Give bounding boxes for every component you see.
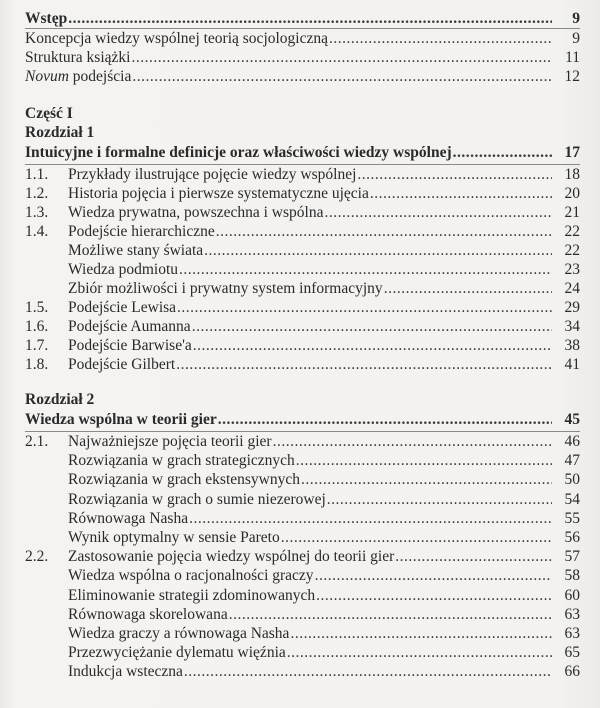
toc-entry[interactable]	[25, 509, 580, 528]
entry-number: 1.2.	[25, 185, 49, 202]
dot-leader	[204, 241, 552, 260]
entry-page: 46	[564, 433, 580, 450]
entry-title: Rozwiązania w grach strategicznych	[68, 452, 295, 470]
entry-title: Wiedza podmiotu	[68, 261, 178, 278]
entry-title	[25, 67, 131, 86]
entry-page: 63	[564, 624, 580, 642]
entry-title: Równowaga Nasha	[68, 509, 189, 527]
entry-title: Wstęp	[25, 10, 68, 27]
entry-number: 1.6.	[25, 318, 49, 335]
toc-entry[interactable]	[25, 241, 580, 260]
entry-page: 17	[564, 144, 580, 161]
toc-entry[interactable]	[25, 490, 580, 509]
entry-title-italic: Novum	[25, 68, 69, 85]
toc-entry[interactable]	[25, 317, 580, 336]
toc-entry[interactable]	[25, 643, 580, 662]
entry-title: Wynik optymalny w sensie Pareto	[68, 528, 280, 546]
entry-title: Najważniejsze pojęcia teorii gier	[68, 433, 272, 450]
entry-page: 60	[564, 586, 580, 604]
entry-title: Zastosowanie pojęcia wiedzy wspólnej do teorii gier	[68, 548, 395, 566]
entry-title: Intuicyjne i formalne definicje oraz właściwości wiedzy wspólnej	[25, 144, 452, 161]
entry-page: 18	[564, 166, 580, 183]
dot-leader	[296, 451, 552, 470]
entry-page: 54	[564, 490, 580, 508]
dot-leader	[315, 566, 552, 585]
toc-entry[interactable]	[25, 67, 580, 86]
toc-entry[interactable]	[25, 528, 580, 547]
entry-title: Wiedza graczy a równowaga Nasha	[68, 624, 290, 642]
intro-section	[25, 9, 580, 86]
dot-leader	[287, 643, 552, 662]
entry-title: Historia pojęcia i pierwsze systematyczne ujęcia	[68, 185, 369, 202]
dot-leader	[176, 355, 552, 374]
chapter-label: Rozdział 2	[25, 391, 95, 408]
entry-page: 41	[564, 356, 580, 373]
entry-title: Rozwiązania w grach ekstensywnych	[68, 471, 300, 489]
entry-page: 66	[564, 663, 580, 681]
entry-title: Wiedza prywatna, powszechna i wspólna	[68, 204, 324, 221]
entry-page: 21	[564, 204, 580, 221]
dot-leader	[193, 336, 552, 355]
entry-page: 45	[564, 411, 580, 428]
dot-leader	[216, 222, 552, 241]
dot-leader	[229, 605, 552, 624]
entry-title: Zbiór możliwości i prywatny system informacyjny	[68, 280, 383, 297]
entry-page: 20	[564, 185, 580, 202]
entry-page: 9	[572, 30, 580, 47]
entry-number: 1.3.	[25, 204, 49, 221]
dot-leader	[192, 317, 552, 336]
toc-entry-wstep[interactable]	[25, 9, 580, 29]
entry-number: 2.1.	[25, 433, 49, 450]
dot-leader	[316, 586, 552, 605]
dot-leader	[395, 547, 552, 566]
dot-leader	[131, 48, 552, 67]
entry-page: 50	[564, 471, 580, 489]
dot-leader	[273, 432, 552, 451]
entry-page: 58	[564, 567, 580, 585]
entry-title: Podejście Lewisa	[68, 299, 177, 316]
entry-page: 63	[564, 605, 580, 623]
entry-page: 24	[564, 280, 580, 297]
toc-entry[interactable]	[25, 662, 580, 681]
dot-leader	[324, 203, 552, 222]
toc-entry[interactable]	[25, 260, 580, 279]
toc-entry[interactable]	[25, 451, 580, 470]
entry-title: Podejście hierarchiczne	[68, 223, 215, 240]
entry-title: Wiedza wspólna w teorii gier	[25, 411, 217, 428]
entry-page: 9	[572, 10, 580, 27]
entry-title: Eliminowanie strategii zdominowanych	[68, 586, 316, 604]
entry-title: Koncepcja wiedzy wspólnej teorią socjologiczną	[25, 30, 328, 47]
entry-page: 65	[564, 644, 580, 662]
entry-title: Podejście Gilbert	[68, 356, 176, 373]
entry-page: 55	[564, 509, 580, 527]
dot-leader	[218, 409, 552, 431]
dot-leader	[177, 298, 552, 317]
entry-title: Równowaga skorelowana	[68, 605, 228, 623]
entry-title: Rozwiązania w grach o sumie niezerowej	[68, 490, 326, 508]
entry-page: 57	[564, 548, 580, 566]
entry-page: 12	[564, 68, 580, 85]
entry-title: Przykłady ilustrujące pojęcie wiedzy wspólnej	[68, 166, 357, 183]
entry-page: 22	[564, 223, 580, 240]
dot-leader	[132, 67, 552, 86]
entry-page: 38	[564, 337, 580, 354]
chapter-title-entry[interactable]	[25, 409, 580, 432]
toc-entry[interactable]	[25, 470, 580, 489]
entry-title: Podejście Aumanna	[68, 318, 191, 335]
toc-entry[interactable]	[25, 165, 580, 184]
dot-leader	[179, 260, 552, 279]
entry-title: Podejście Barwise'a	[68, 337, 192, 354]
entry-title: Przezwyciężanie dylematu więźnia	[68, 644, 286, 662]
toc-entry[interactable]	[25, 29, 580, 48]
entry-page: 47	[564, 452, 580, 470]
dot-leader	[384, 279, 552, 298]
toc-entry[interactable]	[25, 547, 580, 566]
dot-leader	[281, 528, 552, 547]
toc-entry[interactable]	[25, 605, 580, 624]
entry-page: 23	[564, 261, 580, 278]
entry-page: 34	[564, 318, 580, 335]
toc-entry[interactable]	[25, 184, 580, 203]
dot-leader	[189, 509, 552, 528]
entry-number: 2.2.	[25, 548, 49, 566]
entry-number: 1.8.	[25, 356, 49, 373]
entry-number: 1.7.	[25, 337, 49, 354]
toc-entry[interactable]	[25, 432, 580, 451]
toc-entry[interactable]	[25, 355, 580, 374]
entry-page: 11	[565, 49, 580, 66]
dot-leader	[184, 662, 552, 681]
entry-page: 56	[564, 528, 580, 546]
toc-entry[interactable]	[25, 336, 580, 355]
dot-leader	[301, 470, 552, 489]
toc-entry[interactable]	[25, 624, 580, 643]
entry-number: 1.5.	[25, 299, 49, 316]
chapter-2-section	[25, 390, 580, 681]
dot-leader	[453, 142, 552, 164]
dot-leader	[290, 624, 552, 643]
toc-entry[interactable]	[25, 222, 580, 241]
chapter-2-entries	[25, 432, 580, 681]
entry-page: 22	[564, 242, 580, 259]
toc-entry[interactable]	[25, 586, 580, 605]
chapter-1-entries	[25, 165, 580, 374]
dot-leader	[68, 9, 552, 28]
dot-leader	[370, 184, 552, 203]
entry-number: 1.4.	[25, 223, 49, 240]
dot-leader	[327, 490, 552, 509]
entry-title-rest: podejścia	[68, 68, 132, 85]
toc-entry[interactable]	[25, 279, 580, 298]
chapter-label: Rozdział 1	[25, 124, 95, 141]
toc-entry[interactable]	[25, 203, 580, 222]
entry-title: Struktura książki	[25, 49, 131, 66]
entry-number: 1.1.	[25, 166, 49, 183]
toc-entry[interactable]	[25, 298, 580, 317]
dot-leader	[357, 165, 552, 184]
chapter-title-entry[interactable]	[25, 142, 580, 165]
entry-title: Indukcja wsteczna	[68, 663, 183, 681]
entry-title: Wiedza wspólna o racjonalności graczy	[68, 567, 314, 585]
dot-leader	[329, 29, 552, 48]
toc-entry[interactable]	[25, 566, 580, 585]
entry-page: 29	[564, 299, 580, 316]
entry-title: Możliwe stany świata	[68, 242, 204, 259]
toc-entry[interactable]	[25, 48, 580, 67]
part-1-section	[25, 104, 580, 374]
part-label: Część I	[25, 105, 73, 122]
